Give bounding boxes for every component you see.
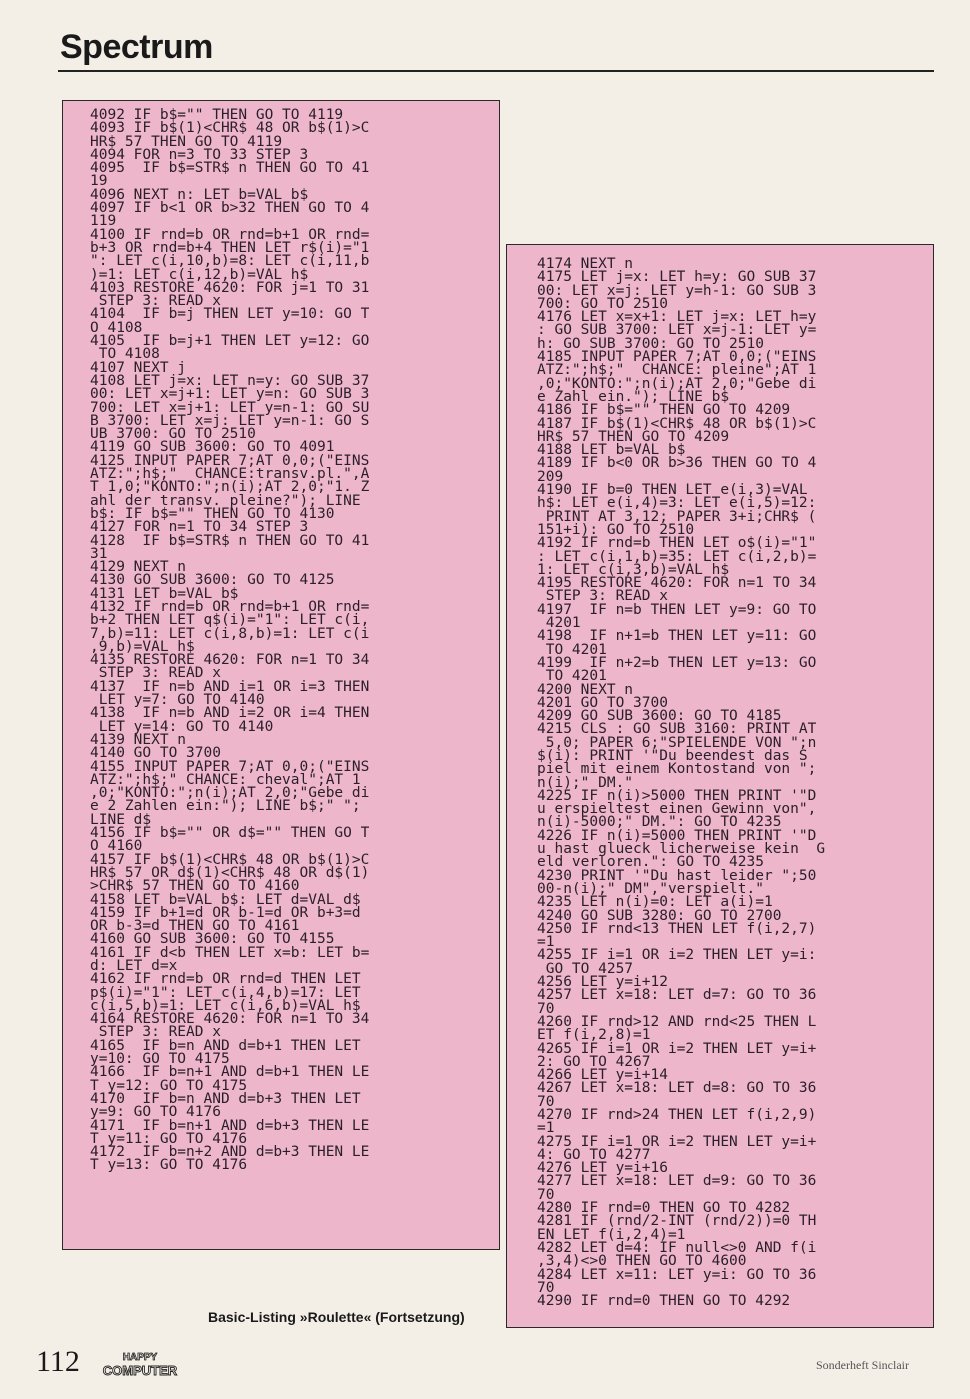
code-line: 4094 FOR n=3 TO 33 STEP 3 — [90, 146, 309, 163]
code-line: 4280 IF rnd=0 THEN GO TO 4282 — [537, 1200, 791, 1217]
code-line: 700: GO TO 2510 — [537, 295, 668, 312]
code-line: ": LET c(i,10,b)=8: LET c(i,11,b — [90, 253, 370, 270]
section-title: Spectrum — [60, 28, 213, 66]
code-line: TO 4201 — [537, 641, 607, 658]
code-line: 4158 LET b=VAL b$: LET d=VAL d$ — [90, 891, 361, 908]
code-line: ATZ:";h$;" CHANCE: cheval";AT 1 — [90, 771, 361, 788]
code-line: 4260 IF rnd>12 AND rnd<25 THEN L — [537, 1013, 817, 1030]
code-line: 4140 GO TO 3700 — [90, 745, 221, 762]
code-line: 119 — [90, 213, 117, 230]
code-line: 4100 IF rnd=b OR rnd=b+1 OR rnd= — [90, 226, 370, 243]
code-line: p$(i)="1": LET c(i,4,b)=17: LET — [90, 984, 361, 1001]
code-line: 4190 IF b=0 THEN LET e(i,3)=VAL — [537, 482, 808, 499]
code-line: 4162 IF rnd=b OR rnd=d THEN LET — [90, 971, 361, 988]
code-line: : GO SUB 3700: LET x=j-1: LET y= — [537, 322, 817, 339]
code-line: 4: GO TO 4277 — [537, 1146, 651, 1163]
code-line: 4157 IF b$(1)<CHR$ 48 OR b$(1)>C — [90, 851, 370, 868]
code-line: 4129 NEXT n — [90, 559, 187, 576]
code-line: 4282 LET d=4: IF null<>0 AND f(i — [537, 1239, 817, 1256]
code-line: 4175 LET j=x: LET h=y: GO SUB 37 — [537, 269, 817, 286]
code-line: 4164 RESTORE 4620: FOR n=1 TO 34 — [90, 1011, 370, 1028]
code-line: c(i,5,b)=1: LET c(i,6,b)=VAL h$ — [90, 997, 361, 1014]
code-line: 4225 IF n(i)>5000 THEN PRINT '"D — [537, 787, 817, 804]
code-line: 4093 IF b$(1)<CHR$ 48 OR b$(1)>C — [90, 120, 370, 137]
code-line: GO TO 4257 — [537, 960, 634, 977]
code-line: b+2 THEN LET q$(i)="1": LET c(i, — [90, 612, 370, 629]
code-line: STEP 3: READ x — [90, 1024, 221, 1041]
code-line: $(i): PRINT '"Du beendest das S — [537, 747, 808, 764]
code-line: T y=13: GO TO 4176 — [90, 1157, 248, 1174]
code-line: 4215 CLS : GO SUB 3160: PRINT AT — [537, 721, 817, 738]
code-line: HR$ 57 THEN GO TO 4209 — [537, 428, 730, 445]
code-line: 4230 PRINT '"Du hast leider ";50 — [537, 867, 817, 884]
code-line: HR$ 57 THEN GO TO 4119 — [90, 133, 283, 150]
code-line: 4097 IF b<1 OR b>32 THEN GO TO 4 — [90, 200, 370, 217]
code-line: T y=11: GO TO 4176 — [90, 1130, 248, 1147]
code-line: 4135 RESTORE 4620: FOR n=1 TO 34 — [90, 652, 370, 669]
code-line: ATZ:";h$;" CHANCE: pleine";AT 1 — [537, 362, 817, 379]
code-line: 4201 GO TO 3700 — [537, 694, 668, 711]
code-line: 4240 GO SUB 3280: GO TO 2700 — [537, 907, 782, 924]
code-line: 2: GO TO 4267 — [537, 1053, 651, 1070]
code-line: 700: LET x=j+1: LET y=n-1: GO SU — [90, 399, 370, 416]
code-line: 209 — [537, 468, 564, 485]
code-line: PRINT AT 3,12; PAPER 3+i;CHR$ ( — [537, 508, 817, 525]
code-line: 4138 IF n=b AND i=2 OR i=4 THEN — [90, 705, 370, 722]
code-line: 4104 IF b=j THEN LET y=10: GO T — [90, 306, 370, 323]
code-line: 4185 INPUT PAPER 7;AT 0,0;("EINS — [537, 349, 817, 366]
code-line: 4128 IF b$=STR$ n THEN GO TO 41 — [90, 532, 370, 549]
code-line: 4189 IF b<0 OR b>36 THEN GO TO 4 — [537, 455, 817, 472]
code-line: 4172 IF b=n+2 AND d=b+3 THEN LE — [90, 1144, 370, 1161]
listing-left-column — [62, 100, 500, 1250]
code-line: ATZ:";h$;" CHANCE:transv.pl.",A — [90, 466, 370, 483]
code-line: n(i)-5000;" DM.": GO TO 4235 — [537, 814, 782, 831]
code-line: y=9: GO TO 4176 — [90, 1104, 221, 1121]
code-line: 4266 LET y=i+14 — [537, 1067, 668, 1084]
code-line: 4107 NEXT j — [90, 359, 187, 376]
code-line: 4137 IF n=b AND i=1 OR i=3 THEN — [90, 678, 370, 695]
code-line: 4108 LET j=x: LET n=y: GO SUB 37 — [90, 372, 370, 389]
code-line: 4188 LET b=VAL b$ — [537, 442, 686, 459]
code-line: 00-n(i);" DM","verspielt." — [537, 880, 764, 897]
code-line: =1 — [537, 1120, 555, 1137]
code-line: 4195 RESTORE 4620: FOR n=1 TO 34 — [537, 575, 817, 592]
code-line: ,0;"KONTO:";n(i);AT 2,0;"Gebe di — [537, 375, 817, 392]
logo-line-2: COMPUTER — [102, 1363, 178, 1378]
code-line: 4226 IF n(i)=5000 THEN PRINT '"D — [537, 827, 817, 844]
code-line: 70 — [537, 1093, 555, 1110]
code-line: ,9,b)=VAL h$ — [90, 638, 195, 655]
happy-computer-logo — [102, 1349, 178, 1379]
code-line: eld verloren.": GO TO 4235 — [537, 854, 764, 871]
code-line: 1: LET c(i,3,b)=VAL h$ — [537, 561, 730, 578]
code-line: 4277 LET x=18: LET d=9: GO TO 36 — [537, 1173, 817, 1190]
code-line: >CHR$ 57 THEN GO TO 4160 — [90, 878, 300, 895]
code-line: 4092 IF b$="" THEN GO TO 4119 — [90, 107, 344, 123]
code-line: 4130 GO SUB 3600: GO TO 4125 — [90, 572, 335, 589]
page-number: 112 — [36, 1345, 80, 1378]
code-line: 4131 LET b=VAL b$ — [90, 585, 239, 602]
code-line: 4199 IF n+2=b THEN LET y=13: GO — [537, 654, 817, 671]
code-line: 4235 LET n(i)=0: LET a(i)=1 — [537, 894, 773, 911]
listing-right-column — [506, 244, 934, 1328]
code-line: 4201 — [537, 615, 581, 632]
code-line: 70 — [537, 1279, 555, 1296]
code-line: 4275 IF i=1 OR i=2 THEN LET y=i+ — [537, 1133, 817, 1150]
code-line: 5,0; PAPER 6;"SPIELENDE VON ";n — [537, 734, 817, 751]
code-line: 4267 LET x=18: LET d=8: GO TO 36 — [537, 1080, 817, 1097]
code-line: STEP 3: READ x — [90, 293, 221, 310]
code-line: 4139 NEXT n — [90, 731, 187, 748]
code-line: 151+i): GO TO 2510 — [537, 521, 695, 538]
code-line: n(i);" DM." — [537, 774, 634, 791]
code-line: )=1: LET c(i,12,b)=VAL h$ — [90, 266, 309, 283]
code-line: LET y=7: GO TO 4140 — [90, 692, 265, 709]
code-line: 00: LET x=j: LET y=h-1: GO SUB 3 — [537, 282, 817, 299]
code-line: =1 — [537, 934, 555, 951]
code-line: 4187 IF b$(1)<CHR$ 48 OR b$(1)>C — [537, 415, 817, 432]
code-line: ET f(i,2,8)=1 — [537, 1027, 651, 1044]
code-line: 4156 IF b$="" OR d$="" THEN GO T — [90, 825, 370, 842]
code-line: y=10: GO TO 4175 — [90, 1051, 230, 1068]
code-line: 4170 IF b=n AND d=b+3 THEN LET — [90, 1090, 361, 1107]
code-line: ,0;"KONTO:";n(i);AT 2,0;"Gebe di — [90, 785, 370, 802]
code-line: 4166 IF b=n+1 AND d=b+1 THEN LE — [90, 1064, 370, 1081]
code-line: piel mit einem Kontostand von "; — [537, 761, 817, 778]
code-line: 4186 IF b$="" THEN GO TO 4209 — [537, 402, 791, 419]
code-line: 4165 IF b=n AND d=b+1 THEN LET — [90, 1037, 361, 1054]
code-line: TO 4201 — [537, 668, 607, 685]
listing-caption: Basic-Listing »Roulette« (Fortsetzung) — [208, 1309, 465, 1325]
code-line: 7,b)=11: LET c(i,8,b)=1: LET c(i — [90, 625, 370, 642]
code-line: 4105 IF b=j+1 THEN LET y=12: GO — [90, 333, 370, 350]
code-line: 19 — [90, 173, 108, 190]
code-line: T y=12: GO TO 4175 — [90, 1077, 248, 1094]
code-line: 4125 INPUT PAPER 7;AT 0,0;("EINS — [90, 452, 370, 469]
code-line: 4155 INPUT PAPER 7;AT 0,0;("EINS — [90, 758, 370, 775]
code-line: b$: IF b$="" THEN GO TO 4130 — [90, 505, 335, 522]
title-rule — [58, 70, 934, 72]
code-line: u erspieltest einen Gewinn von", — [537, 801, 817, 818]
code-line: 4176 LET x=x+1: LET j=x: LET h=y — [537, 309, 817, 326]
code-line: 4132 IF rnd=b OR rnd=b+1 OR rnd= — [90, 598, 370, 615]
code-line: 4281 IF (rnd/2-INT (rnd/2))=0 TH — [537, 1213, 817, 1230]
code-line: 00: LET x=j+1: LET y=n: GO SUB 3 — [90, 386, 370, 403]
code-line: b+3 OR rnd=b+4 THEN LET r$(i)="1 — [90, 239, 370, 256]
code-line: h: GO SUB 3700: GO TO 2510 — [537, 335, 764, 352]
code-line: e 2 Zahlen ein:"); LINE b$;" "; — [90, 798, 361, 815]
code-line: 4160 GO SUB 3600: GO TO 4155 — [90, 931, 335, 948]
code-line: OR b-3=d THEN GO TO 4161 — [90, 918, 300, 935]
code-line: T 1,0;"KONTO:";n(i);AT 2,0;"1. Z — [90, 479, 370, 496]
code-line: 4192 IF rnd=b THEN LET o$(i)="1" — [537, 535, 817, 552]
publication-name: Sonderheft Sinclair — [816, 1358, 909, 1372]
code-line: EN LET f(i,2,4)=1 — [537, 1226, 686, 1243]
code-line: 4095 IF b$=STR$ n THEN GO TO 41 — [90, 160, 370, 177]
code-line: 4284 LET x=11: LET y=i: GO TO 36 — [537, 1266, 817, 1283]
code-line: 31 — [90, 545, 108, 562]
code-line: 4096 NEXT n: LET b=VAL b$ — [90, 186, 309, 203]
code-line: 4276 LET y=i+16 — [537, 1160, 668, 1177]
code-line: STEP 3: READ x — [537, 588, 668, 605]
code-line: 4174 NEXT n — [537, 256, 634, 272]
code-line: UB 3700: GO TO 2510 — [90, 426, 256, 443]
code-line: O 4108 — [90, 319, 143, 336]
code-line: e Zahl ein."); LINE b$ — [537, 388, 730, 405]
code-line: 4127 FOR n=1 TO 34 STEP 3 — [90, 519, 309, 536]
code-line: 4197 IF n=b THEN LET y=9: GO TO — [537, 601, 817, 618]
code-line: 4250 IF rnd<13 THEN LET f(i,2,7) — [537, 920, 817, 937]
code-line: 4161 IF d<b THEN LET x=b: LET b= — [90, 944, 370, 961]
code-line: ,3,4)<>0 THEN GO TO 4600 — [537, 1253, 747, 1270]
code-line: B 3700: LET x=j: LET y=n-1: GO S — [90, 412, 370, 429]
code-line: 4103 RESTORE 4620: FOR j=1 TO 31 — [90, 279, 370, 296]
code-line: 4290 IF rnd=0 THEN GO TO 4292 — [537, 1293, 791, 1310]
code-line: 4209 GO SUB 3600: GO TO 4185 — [537, 708, 782, 725]
code-line: 70 — [537, 1186, 555, 1203]
code-line: 4270 IF rnd>24 THEN LET f(i,2,9) — [537, 1107, 817, 1123]
code-line: TO 4108 — [90, 346, 160, 363]
code-line: u hast glueck licherweise kein G — [537, 841, 826, 858]
code-line: O 4160 — [90, 838, 143, 855]
code-line: 4159 IF b+1=d OR b-1=d OR b+3=d — [90, 904, 361, 921]
code-line: 4119 GO SUB 3600: GO TO 4091 — [90, 439, 335, 456]
code-line: LINE d$ — [90, 811, 152, 828]
code-line: HR$ 57 OR d$(1)<CHR$ 48 OR d$(1) — [90, 864, 370, 881]
code-line: LET y=14: GO TO 4140 — [90, 718, 274, 735]
code-line: 4257 LET x=18: LET d=7: GO TO 36 — [537, 987, 817, 1004]
code-line: ahl der transv. pleine?"); LINE — [90, 492, 361, 509]
code-line: 4265 IF i=1 OR i=2 THEN LET y=i+ — [537, 1040, 817, 1057]
code-line: : LET c(i,1,b)=35: LET c(i,2,b)= — [537, 548, 817, 565]
code-line: d: LET d=x — [90, 958, 178, 974]
logo-line-1: HAPPY — [122, 1352, 158, 1363]
code-line: 4171 IF b=n+1 AND d=b+3 THEN LE — [90, 1117, 370, 1134]
code-line: 4256 LET y=i+12 — [537, 974, 668, 991]
code-line: 4200 NEXT n — [537, 681, 634, 698]
code-line: 4255 IF i=1 OR i=2 THEN LET y=i: — [537, 947, 817, 964]
code-line: 70 — [537, 1000, 555, 1017]
code-line: 4198 IF n+1=b THEN LET y=11: GO — [537, 628, 817, 645]
code-line: h$: LET e(i,4)=3: LET e(i,5)=12: — [537, 495, 817, 512]
code-line: STEP 3: READ x — [90, 665, 221, 682]
